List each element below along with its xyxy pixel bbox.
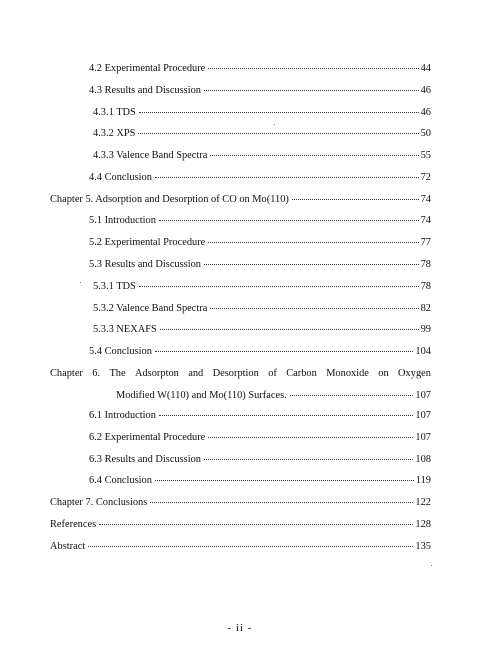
toc-leader-dots <box>208 436 413 438</box>
toc-entry-label: 5.3.1 TDS <box>93 281 136 292</box>
toc-entry-5-2 <box>89 236 431 250</box>
toc-leader-dots <box>160 328 419 330</box>
toc-chapter-6-word: on <box>378 368 389 379</box>
toc-chapter-7 <box>50 496 431 510</box>
toc-chapter-6-line-2 <box>116 389 431 403</box>
toc-chapter-6-word: Adsorpton <box>134 368 179 379</box>
toc-leader-dots <box>210 307 418 309</box>
toc-entry-page: 108 <box>415 454 431 465</box>
toc-leader-dots <box>159 414 413 416</box>
toc-entry-page: 78 <box>420 281 431 292</box>
toc-leader-dots <box>138 132 418 134</box>
toc-entry-label: Abstract <box>50 541 86 552</box>
toc-entry-label: 5.3 Results and Discussion <box>89 259 201 270</box>
toc-leader-dots <box>204 458 413 460</box>
toc-entry-4-3-2 <box>93 127 431 141</box>
toc-entry-5-3-1 <box>93 280 431 294</box>
toc-chapter-label: Modified W(110) and Mo(110) Surfaces. <box>116 390 287 401</box>
toc-entry-page: 99 <box>420 324 431 335</box>
toc-entry-label: References <box>50 519 97 530</box>
toc-entry-label: 5.1 Introduction <box>89 215 156 226</box>
toc-references <box>50 518 431 532</box>
toc-entry-label: 5.4 Conclusion <box>89 346 152 357</box>
toc-entry-label: 4.3.2 XPS <box>93 128 136 139</box>
toc-entry-page: 107 <box>415 390 431 401</box>
toc-entry-5-3-3 <box>93 323 431 337</box>
toc-entry-6-1 <box>89 409 431 423</box>
toc-entry-label: 5.3.2 Valence Band Spectra <box>93 303 208 314</box>
toc-leader-dots <box>210 154 418 156</box>
toc-entry-6-4 <box>89 474 431 488</box>
toc-entry-page: 107 <box>415 410 431 421</box>
toc-leader-dots <box>290 394 414 396</box>
scan-speck <box>274 124 275 125</box>
toc-chapter-6-word: Chapter <box>50 368 83 379</box>
toc-entry-label: 6.3 Results and Discussion <box>89 454 201 465</box>
toc-entry-label: 6.4 Conclusion <box>89 475 152 486</box>
toc-entry-page: 74 <box>420 215 431 226</box>
toc-chapter-6-line-1 <box>50 367 431 381</box>
scan-speck <box>431 565 432 566</box>
toc-entry-5-3-2 <box>93 302 431 316</box>
toc-leader-dots <box>208 67 418 69</box>
toc-leader-dots <box>150 501 413 503</box>
toc-entry-4-3-1 <box>93 106 431 120</box>
toc-entry-label: 6.2 Experimental Procedure <box>89 432 206 443</box>
scan-speck <box>80 282 81 283</box>
toc-leader-dots <box>155 176 419 178</box>
toc-chapter-label: Chapter 5. Adsorption and Desorption of CO on Mo(110) <box>50 194 289 205</box>
toc-entry-page: 119 <box>415 475 431 486</box>
toc-leader-dots <box>208 241 418 243</box>
toc-entry-6-2 <box>89 431 431 445</box>
toc-entry-5-3 <box>89 258 431 272</box>
toc-entry-5-1 <box>89 214 431 228</box>
toc-entry-label: 5.2 Experimental Procedure <box>89 237 206 248</box>
page-number: - ii - <box>227 622 253 634</box>
toc-entry-page: 77 <box>420 237 431 248</box>
toc-chapter-6-word: 6. <box>92 368 101 379</box>
toc-abstract <box>50 540 431 554</box>
toc-entry-4-4 <box>89 171 431 185</box>
toc-leader-dots <box>204 263 419 265</box>
toc-entry-page: 46 <box>420 107 431 118</box>
toc-entry-4-3 <box>89 84 431 98</box>
toc-leader-dots <box>204 89 419 91</box>
toc-leader-dots <box>139 285 419 287</box>
toc-leader-dots <box>155 479 414 481</box>
toc-entry-page: 72 <box>420 172 431 183</box>
toc-leader-dots <box>88 545 413 547</box>
toc-chapter-6-word: Oxygen <box>398 368 431 379</box>
toc-entry-page: 122 <box>415 497 431 508</box>
toc-entry-6-3 <box>89 453 431 467</box>
toc-entry-page: 128 <box>415 519 431 530</box>
toc-entry-page: 104 <box>415 346 431 357</box>
toc-entry-4-2 <box>89 62 431 76</box>
toc-entry-label: 4.3.1 TDS <box>93 107 136 118</box>
toc-leader-dots <box>155 350 413 352</box>
toc-chapter-6-word: Desorption <box>212 368 259 379</box>
toc-entry-page: 55 <box>420 150 431 161</box>
toc-entry-label: 4.2 Experimental Procedure <box>89 63 206 74</box>
toc-chapter-6-word: and <box>188 368 204 379</box>
toc-entry-label: 4.3.3 Valence Band Spectra <box>93 150 208 161</box>
toc-chapter-label: Chapter 7. Conclusions <box>50 497 148 508</box>
toc-chapter-6-word: The <box>109 368 126 379</box>
toc-leader-dots <box>139 111 419 113</box>
toc-chapter-5 <box>50 193 431 207</box>
toc-entry-page: 50 <box>420 128 431 139</box>
toc-entry-page: 74 <box>420 194 431 205</box>
toc-entry-page: 44 <box>420 63 431 74</box>
toc-entry-label: 5.3.3 NEXAFS <box>93 324 157 335</box>
toc-leader-dots <box>99 523 413 525</box>
toc-leader-dots <box>159 219 419 221</box>
toc-entry-label: 4.3 Results and Discussion <box>89 85 201 96</box>
toc-chapter-6-word: of <box>268 368 277 379</box>
toc-entry-4-3-3 <box>93 149 431 163</box>
toc-entry-page: 107 <box>415 432 431 443</box>
toc-chapter-6-word: Monoxide <box>326 368 369 379</box>
toc-entry-page: 82 <box>420 303 431 314</box>
toc-entry-5-4 <box>89 345 431 359</box>
toc-chapter-6-word: Carbon <box>286 368 317 379</box>
toc-entry-page: 78 <box>420 259 431 270</box>
toc-entry-label: 6.1 Introduction <box>89 410 156 421</box>
toc-entry-page: 135 <box>415 541 431 552</box>
toc-entry-page: 46 <box>420 85 431 96</box>
toc-leader-dots <box>292 198 419 200</box>
toc-entry-label: 4.4 Conclusion <box>89 172 152 183</box>
